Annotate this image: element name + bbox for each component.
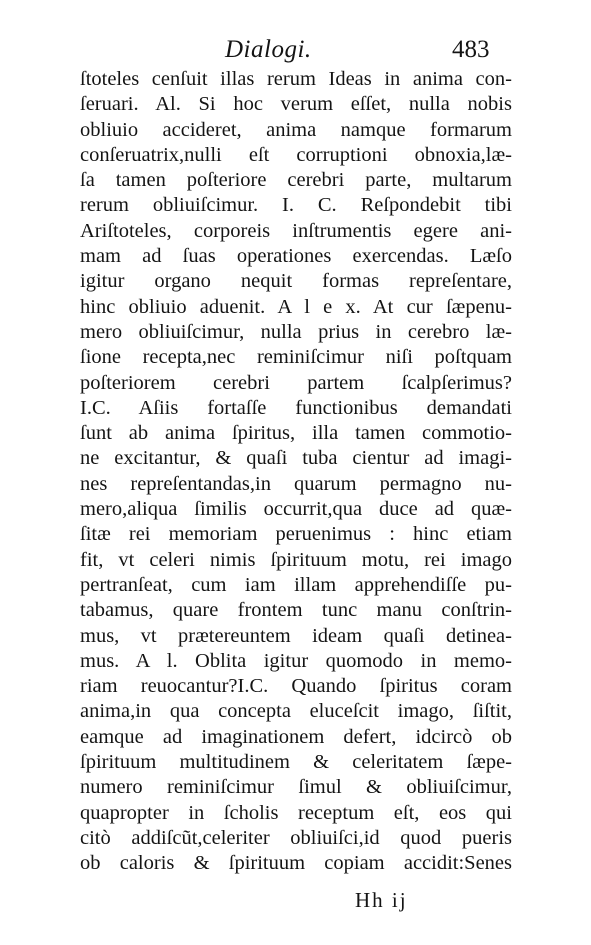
signature-mark: Hh ij xyxy=(355,888,408,912)
text-line: ſeruari. Al. Si hoc verum eſſet, nulla nobis xyxy=(80,93,512,116)
text-line: ne excitantur, & quaſi tuba cientur ad imagi- xyxy=(80,447,512,470)
text-line: tabamus, quare frontem tunc manu conſtrin- xyxy=(80,599,512,622)
text-line: fit, vt celeri nimis ſpirituum motu, rei imago xyxy=(80,548,512,571)
text-line: ſitæ rei memoriam peruenimus : hinc etiam xyxy=(80,523,512,546)
text-line: obliuio accideret, anima namque formarum xyxy=(80,118,512,141)
text-line: ob caloris & ſpirituum copiam accidit:Senes xyxy=(80,852,512,875)
text-line: eamque ad imaginationem defert, idcircò ob xyxy=(80,725,512,748)
text-line: ſpirituum multitudinem & celeritatem ſæpe- xyxy=(80,751,512,774)
text-line: igitur organo nequit formas repreſentare, xyxy=(80,270,512,293)
text-line: mero obliuiſcimur, nulla prius in cerebro læ- xyxy=(80,320,512,343)
text-line: numero reminiſcimur ſimul & obliuiſcimur, xyxy=(80,776,512,799)
body-text xyxy=(80,67,512,877)
text-line: hinc obliuio aduenit. A l e x. At cur ſæpenu- xyxy=(80,295,512,318)
text-line: citò addiſcũt,celeriter obliuiſci,id quod pueris xyxy=(80,826,512,849)
text-line: mus, vt prætereuntem ideam quaſi detinea- xyxy=(80,624,512,647)
text-line: I.C. Aſiis fortaſſe functionibus demandati xyxy=(80,396,512,419)
text-line: ſione recepta,nec reminiſcimur niſi poſtquam xyxy=(80,346,512,369)
text-line: poſteriorem cerebri partem ſcalpſerimus? xyxy=(80,371,512,394)
text-line: mero,aliqua ſimilis occurrit,qua duce ad quæ- xyxy=(80,498,512,521)
text-line: ſunt ab anima ſpiritus, illa tamen commotio- xyxy=(80,422,512,445)
text-line: riam reuocantur?I.C. Quando ſpiritus coram xyxy=(80,675,512,698)
text-line: ſa tamen poſteriore cerebri parte, multarum xyxy=(80,169,512,192)
text-line: conſeruatrix,nulli eſt corruptioni obnoxia,læ- xyxy=(80,143,512,166)
text-line: rerum obliuiſcimur. I. C. Reſpondebit tibi xyxy=(80,194,512,217)
running-title: Dialogi. xyxy=(225,36,312,63)
text-line: Ariſtoteles, corporeis inſtrumentis egere ani- xyxy=(80,219,512,242)
text-line: mam ad ſuas operationes exercendas. Læſo xyxy=(80,245,512,268)
text-line: mus. A l. Oblita igitur quomodo in memo- xyxy=(80,649,512,672)
text-line: quapropter in ſcholis receptum eſt, eos qui xyxy=(80,801,512,824)
page-number: 483 xyxy=(452,36,490,63)
text-line: nes repreſentandas,in quarum permagno nu- xyxy=(80,472,512,495)
text-line: ſtoteles cenſuit illas rerum Ideas in anima con- xyxy=(80,68,512,90)
text-line: anima,in qua concepta eluceſcit imago, ſiſtit, xyxy=(80,700,512,723)
text-line: pertranſeat, cum iam illam apprehendiſſe pu- xyxy=(80,573,512,596)
